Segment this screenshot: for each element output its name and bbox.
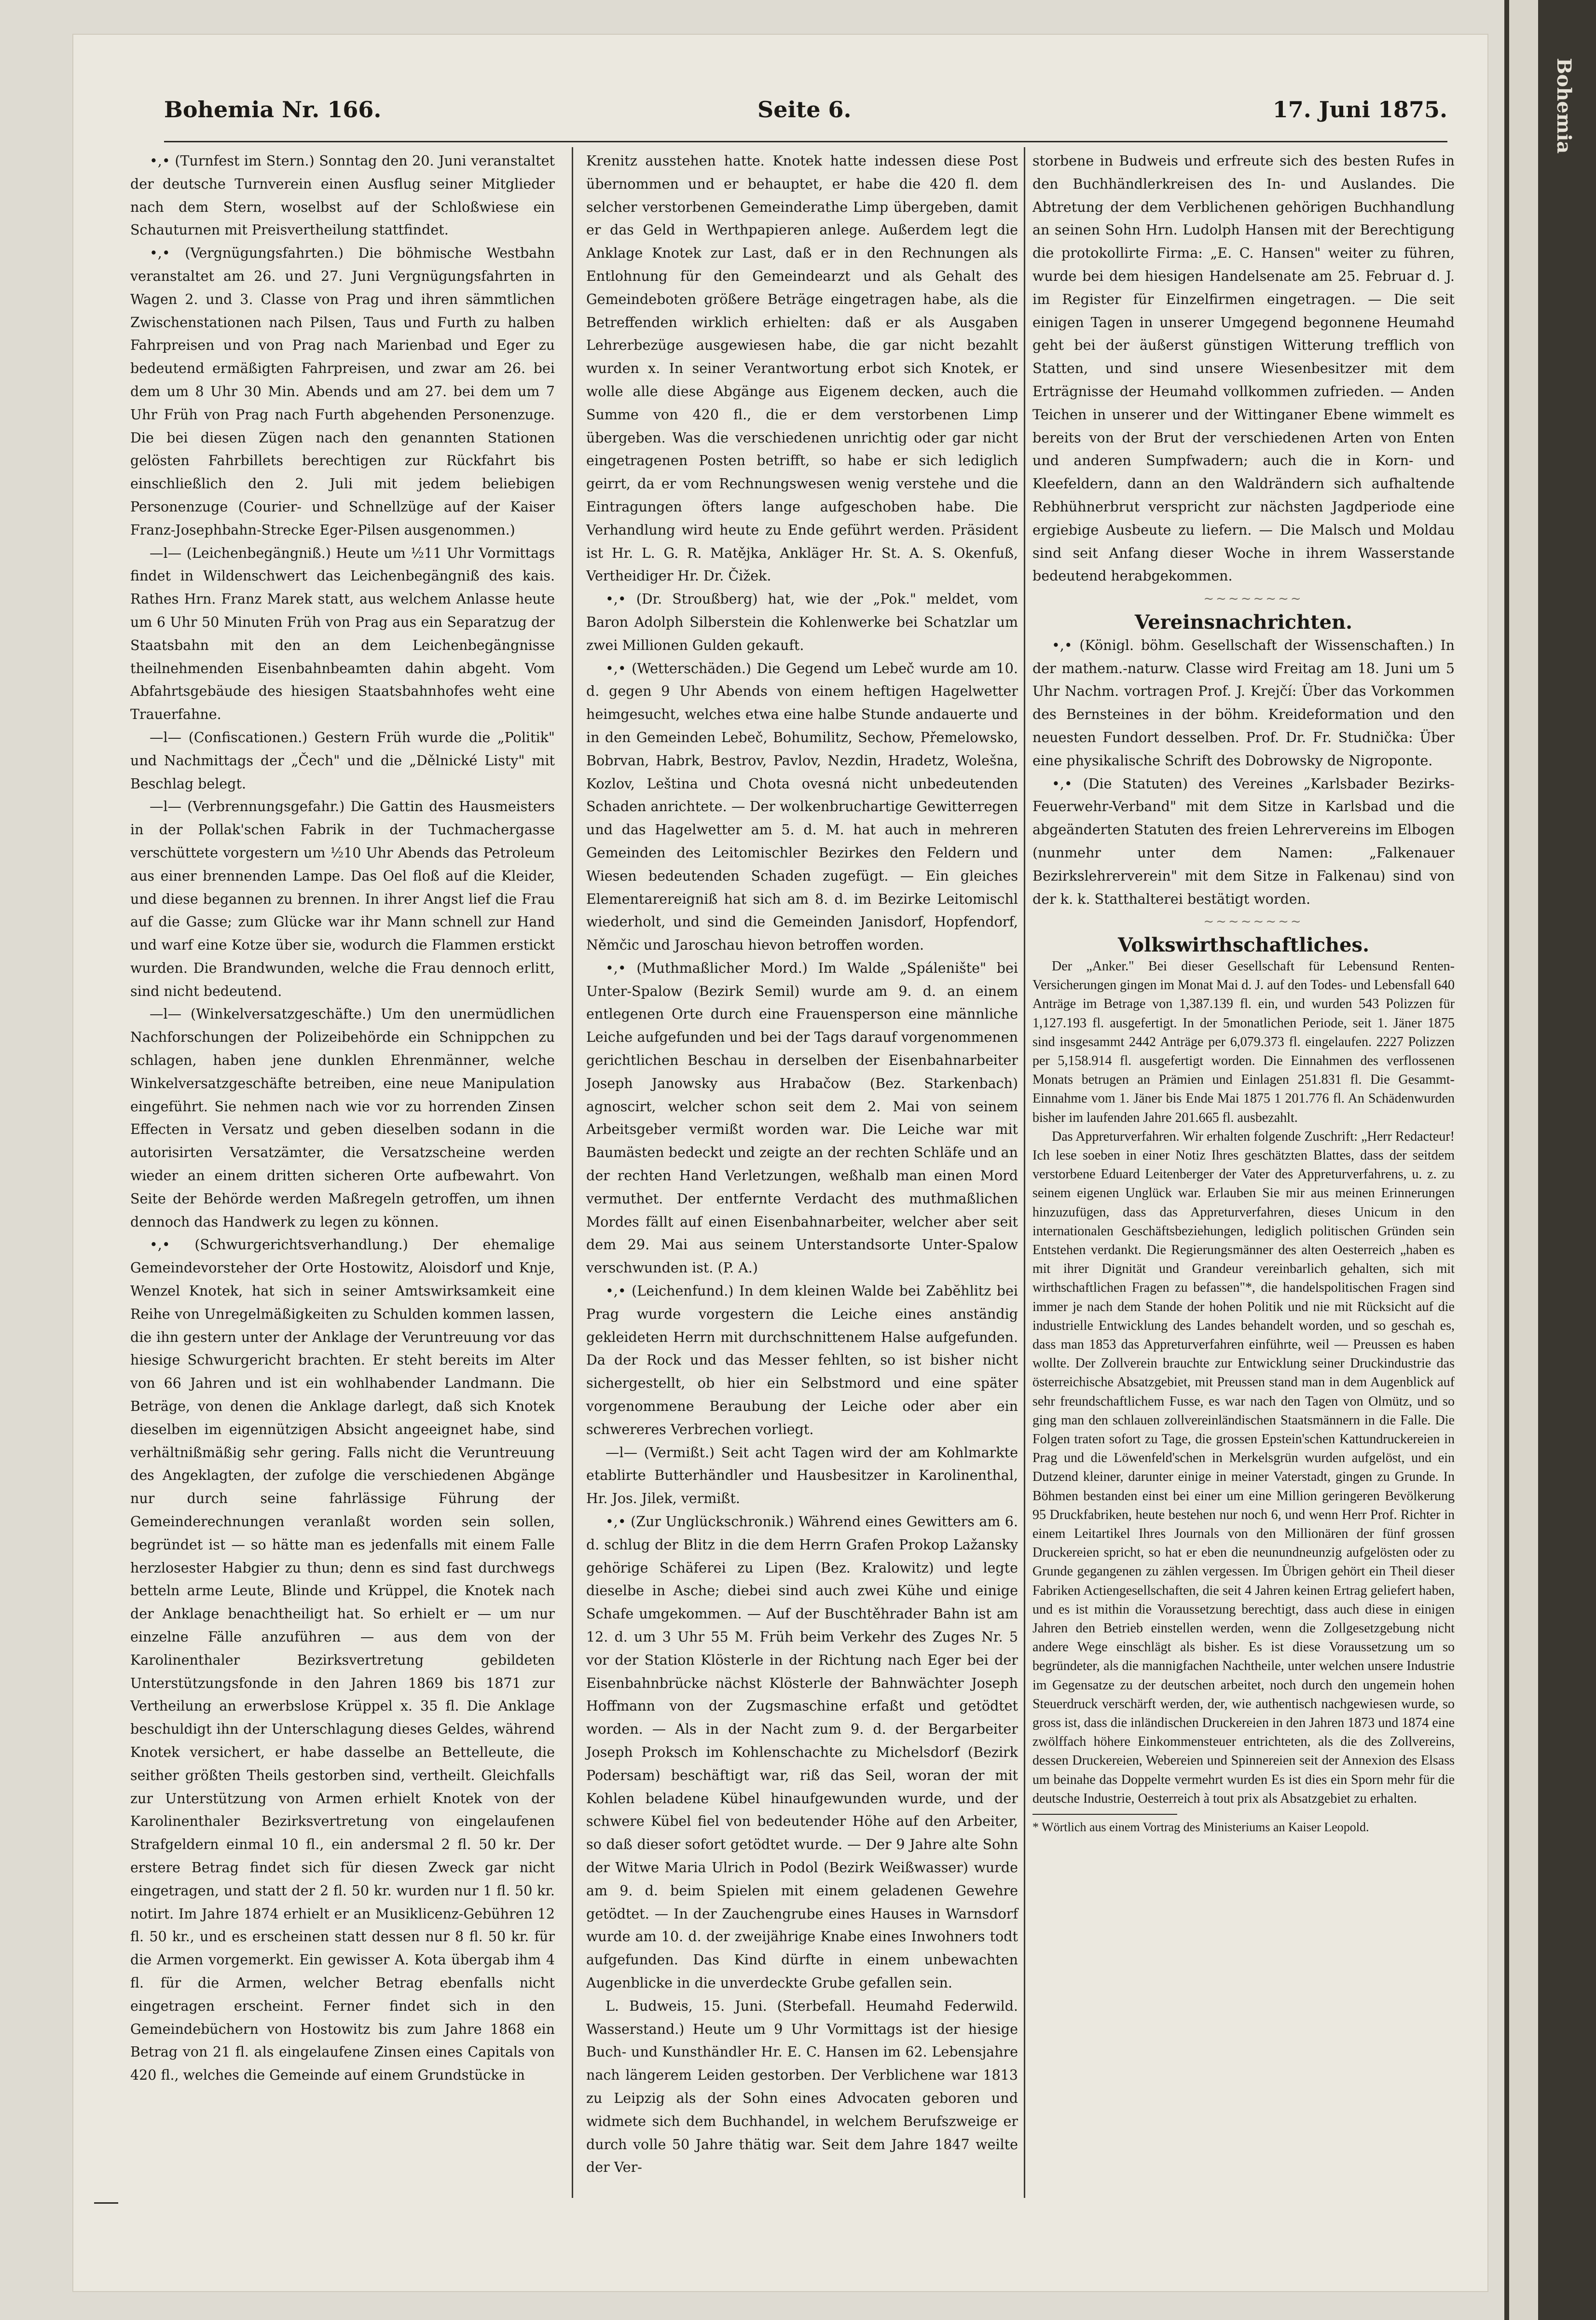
masthead-issue: Bohemia Nr. 166.	[164, 97, 382, 123]
column-1	[130, 150, 555, 2087]
news-item: storbene in Budweis und erfreute sich des besten Rufes in den Buchhändlerkreisen des In- und Auslandes. Die Abtretung der dem Verblichenen gehörigen Buchhandlung an seinen Sohn Hrn. Ludolph Hansen mit der Berechtigung die protokollirte Firma: „E. C. Hansen" weiter zu führen, wurde bei dem hiesigen Handelsenate am 25. Februar d. J. im Register für Einzelfirmen eingetragen. — Die seit einigen Tagen in unserer Umgegend begonnene Heumahd geht bei der äußerst günstigen Witterung trefflich von Statten, und sind unsere Wiesenbesitzer mit dem Erträgnisse der Heumahd vollkommen zufrieden. — Anden Teichen in unserer und der Wittinganer Ebene wimmelt es bereits von der Brut der verschiedenen Arten von Enten und anderen Sumpfwadern; auch die in Korn- und Kleefeldern, dann an den Waldrändern sich aufhaltende Rebhühnerbrut verspricht zur nächsten Jagdperiode eine ergiebige Ausbeute zu liefern. — Die Malsch und Moldau sind seit Anfang dieser Woche in ihrem Wasserstande bedeutend herabgekommen.	[1032, 153, 1455, 584]
news-item: —l— (Confiscationen.) Gestern Früh wurde die „Politik" und Nachmittags der „Čech" und die „Dělnické Listy" mit Beschlag belegt.	[130, 729, 555, 792]
economics-section	[1032, 957, 1455, 1808]
news-item: •,• (Wetterschäden.) Die Gegend um Lebeč wurde am 10. d. gegen 9 Uhr Abends von einem heftigen Hagelwetter heimgesucht, welches etwa eine halbe Stunde andauerte und in den Gemeinden Lebeč, Bohumilitz, Sechow, Přemelowsko, Bobrvan, Habrk, Bestrov, Pavlov, Nezdin, Hradetz, Wolešna, Kozlov, Leština und Chota ovesná nicht unbedeutenden Schaden anrichtete. — Der wolkenbruchartige Gewitterregen und das Hagelwetter am 5. d. M. hat auch in mehreren Gemeinden des Leitomischler Bezirkes den Feldern und Wiesen bedeutenden Schaden zugefügt. — Ein gleiches Elementarereigniß hat sich am 8. d. im Bezirke Leitomischl wiederholt, und sind die Gemeinden Janisdorf, Hopfendorf, Němčic und Jaroschau hievon betroffen worden.	[586, 660, 1018, 953]
news-item: Das Appreturverfahren. Wir erhalten folgende Zuschrift: „Herr Redacteur! Ich lese soeben in einer Notiz Ihres geschätzten Blattes, dass der seitdem verstorbene Eduard Leitenberger der Vater des Appreturverfahrens, u. z. zu seinem eigenen Unglück war. Erlauben Sie mir aus meinen Erinnerungen hinzuzufügen, dass das Appreturverfahren, dieses Unicum in den internationalen Geschäftsbeziehungen, lediglich politischen Gründen sein Entstehen verdankt. Die Regierungsmänner des alten Oesterreich „haben es mit ihrer Dignität und Grandeur vereinbarlich gehalten, sich mit wirthschaftlichen Fragen zu befassen"*, die handelspolitischen Fragen sind immer je nach dem Stande der hohen Politik und nie mit Rücksicht auf die industrielle Entwicklung des Landes behandelt worden, und so geschah es, dass man 1853 das Appreturverfahren einführte, weil — Preussen es haben wollte. Der Zollverein brauchte zur Entwicklung seiner Druckindustrie das österreichische Absatzgebiet, mit Preussen stand man in dem Augenblick auf sehr freundschaftlichem Fusse, es war nach den Tagen von Olmütz, und so ging man den schlauen zollvereinländischen Staatsmännern in die Falle. Die Folgen traten sofort zu Tage, die grossen Epstein'schen Kattundruckereien in Prag und die Löwenfeld'schen in Merkelsgrün wurden aufgelöst, und ein Dutzend kleiner, darunter einige in meiner Vaterstadt, gingen zu Grunde. In Böhmen bestanden einst bei einer um eine Million geringeren Bevölkerung 95 Druckfabriken, heute bestehen nur noch 6, und wenn Herr Prof. Richter in einem Leitartikel Ihres Journals von den Millionären der fünf grossen Druckereien spricht, so hat er eben die neunundneunzig aufgelösten oder zu Grunde gegangenen zu zählen vergessen. Im Übrigen gehört ein Theil dieser Fabriken Actiengesellschaften, die seit 4 Jahren keinen Ertrag geliefert haben, und es ist mithin die Voraussetzung berechtigt, dass auch diese in einigen Jahren den Betrieb einstellen werden, wenn die Zollgesetzgebung nicht andere Wege einschlägt als bisher. Es ist diese Voraussetzung um so begründeter, als die mannigfachen Nachtheile, unter welchen unsere Industrie im Gegensatze zu der deutschen arbeitet, noch durch den ungemein hohen Steuerdruck verschärft werden, der, wie authentisch nachgewiesen wurde, so gross ist, dass die inländischen Druckereien in den Jahren 1873 und 1874 eine zwölffach höhere Einkommensteuer entrichteten, als die des Zollvereins, dessen Druckereien, Webereien und Spinnereien seit der Annexion des Elsass um beinahe das Doppelte vermehrt wurden Es ist dies ein Sporn mehr für die deutsche Industrie, Oesterreich à tout prix als Absatzgebiet zu erhalten.	[1032, 1129, 1455, 1806]
footnote	[1032, 1817, 1455, 1836]
news-item: —l— (Leichenbegängniß.) Heute um ½11 Uhr Vormittags findet in Wildenschwert das Leichenbegängniß des kais. Rathes Hrn. Franz Marek statt, aus welchem Anlasse heute um 6 Uhr 50 Minuten Früh von Prag aus ein Separatzug der Staatsbahn mit den an dem Leichenbegängnisse theilnehmenden Eisenbahnbeamten dahin abgeht. Vom Abfahrtsgebäude des hiesigen Staatsbahnhofes weht eine Trauerfahne.	[130, 545, 555, 723]
column-divider	[572, 147, 573, 2198]
news-item: —l— (Vermißt.) Seit acht Tagen wird der am Kohlmarkte etablirte Butterhändler und Hausbesitzer in Karolinenthal, Hr. Jos. Jilek, vermißt.	[586, 1444, 1018, 1507]
column-3	[1032, 150, 1455, 1836]
page-gutter	[1509, 0, 1538, 2320]
page-number: Seite 6.	[757, 97, 852, 123]
news-item: •,• (Königl. böhm. Gesellschaft der Wissenschaften.) In der mathem.-naturw. Classe wird Freitag am 18. Juni um 5 Uhr Nachm. vortragen Prof. J. Krejčí: Über das Vorkommen des Bernsteines in der böhm. Kreideformation und den neuesten Fundort desselben. Prof. Dr. Fr. Studnička: Über eine physikalische Schrift des Dobrowsky de Nigroponte.	[1032, 637, 1455, 769]
news-item: •,• (Muthmaßlicher Mord.) Im Walde „Spálenište" bei Unter-Spalow (Bezirk Semil) wurde am 9. d. an einem entlegenen Orte durch eine Frauensperson eine männliche Leiche aufgefunden und bei der Tags darauf vorgenommenen gerichtlichen Beschau in derselben der Eisenbahnarbeiter Joseph Janowsky aus Hrabačow (Bez. Starkenbach) agnoscirt, welcher schon seit dem 2. Mai von seinem Arbeitsgeber vermißt worden war. Die Leiche war mit Baumästen bedeckt und zeigte an der rechten Schläfe und an der rechten Hand Verletzungen, weßhalb man einen Mord vermuthet. Der entfernte Verdacht des muthmaßlichen Mordes fällt auf einen Eisenbahnarbeiter, welcher aber seit dem 29. Mai aus seinem Unterstandsorte Unter-Spalow verschwunden ist. (P. A.)	[586, 960, 1018, 1276]
news-item: Krenitz ausstehen hatte. Knotek hatte indessen diese Post übernommen und er behauptet, er habe die 420 fl. dem selcher verstorbenen Gemeinderathe Limp übergeben, damit er das Geld in Werthpapieren anlege. Außerdem legt die Anklage Knotek zur Last, daß er in den Rechnungen als Entlohnung für den Gemeindearzt und als Gehalt des Gemeindeboten größere Beträge eingetragen habe, als die Betreffenden wirklich erhielten: daß er als Ausgaben Lehrerbezüge ausgewiesen habe, die gar nicht bezahlt wurden x. In seiner Verantwortung erbot sich Knotek, er wolle alle diese Abgänge aus Eigenem decken, auch die Summe von 420 fl., die er dem verstorbenen Limp übergeben. Was die verschiedenen unrichtig oder gar nicht eingetragenen Posten betrifft, so habe er sich lediglich geirrt, da er vom Rechnungswesen wenig verstehe und die Eintragungen öfters lange aufgeschoben habe. Die Verhandlung wird heute zu Ende geführt werden. Präsident ist Hr. L. G. R. Matějka, Ankläger Hr. St. A. S. Okenfuß, Vertheidiger Hr. Dr. Čižek.	[586, 153, 1018, 584]
margin-dash	[94, 2202, 118, 2204]
news-item: —l— (Winkelversatzgeschäfte.) Um den unermüdlichen Nachforschungen der Polizeibehörde ein Schnippchen zu schlagen, haben jene dunklen Ehrenmänner, welche Winkelversatzgeschäfte betreiben, eine neue Manipulation eingeführt. Sie nehmen nach wie vor zu horrenden Zinsen Effecten in Versatz und geben dieselben sodann in die autorisirten Versatzämter, die Versatzscheine werden wieder an einem dritten sicheren Orte aufbewahrt. Von Seite der Behörde werden Maßregeln getroffen, um ihnen dennoch das Handwerk zu legen zu können.	[130, 1006, 555, 1230]
adjacent-page-text: Bohemia	[1553, 58, 1575, 154]
news-item: L. Budweis, 15. Juni. (Sterbefall. Heumahd Federwild. Wasserstand.) Heute um 9 Uhr Vormittags ist der hiesige Buch- und Kunsthändler Hr. E. C. Hansen im 62. Lebensjahre nach längerem Leiden gestorben. Der Verblichene war 1813 zu Leipzig als der Sohn eines Advocaten geboren und widmete sich dem Buchhandel, in welchem Berufszweige er durch volle 50 Jahre thätig war. Seit dem Jahre 1847 weilte der Ver-	[586, 1998, 1018, 2176]
news-item: •,• (Turnfest im Stern.) Sonntag den 20. Juni veranstaltet der deutsche Turnverein einen Ausflug seiner Mitglieder nach dem Stern, woselbst auf der Schloßwiese ein Schauturnen mit Preisvertheilung stattfindet.	[130, 153, 555, 238]
header-rule	[164, 141, 1447, 142]
column-2	[586, 150, 1018, 2179]
section-heading-volkswirthschaftliches: Volkswirthschaftliches.	[1117, 934, 1369, 957]
page-header	[164, 97, 1447, 135]
issue-date: 17. Juni 1875.	[1272, 97, 1447, 123]
news-item: •,• (Leichenfund.) In dem kleinen Walde bei Zabĕhlitz bei Prag wurde vorgestern die Leiche eines anständig gekleideten Herrn mit durchschnittenem Halse aufgefunden. Da der Rock und das Messer fehlten, so ist bisher nicht sichergestellt, ob hier ein Selbstmord und eine später vorgenommene Beraubung der Leiche oder aber ein schwereres Verbrechen vorliegt.	[586, 1283, 1018, 1437]
ornament-divider: ~~~~~~~~	[1203, 592, 1303, 607]
section-heading-vereinsnachrichten: Vereinsnachrichten.	[1134, 610, 1353, 634]
news-item: •,• (Die Statuten) des Vereines „Karlsbader Bezirks-Feuerwehr-Verband" mit dem Sitze in Karlsbad und die abgeänderten Statuten des freien Lehrervereins im Elbogen (nunmehr unter dem Namen: „Falkenauer Bezirkslehrerverein" mit dem Sitze in Falkenau) sind von der k. k. Statthalterei bestätigt worden.	[1032, 775, 1455, 907]
news-item: Der „Anker." Bei dieser Gesellschaft für Lebensund Renten-Versicherungen gingen im Monat Mai d. J. auf den Todes- und Lebensfall 640 Anträge im Betrage von 1,387.139 fl. ein, und wurden 543 Polizzen für 1,127.193 fl. ausgefertigt. In der 5monatlichen Periode, seit 1. Jäner 1875 sind insgesammt 2442 Anträge per 6,079.373 fl. eingelaufen. 2227 Polizzen per 5,158.914 fl. ausgefertigt worden. Die Einnahmen des verflossenen Monats betrugen an Prämien und Einlagen 251.831 fl. Die Gesammt-Einnahme vom 1. Jäner bis Ende Mai 1875 1 201.776 fl. An Schädenwurden bisher im laufenden Jahre 201.665 fl. ausbezahlt.	[1032, 958, 1455, 1125]
column-divider	[1024, 147, 1025, 2198]
news-item: •,• (Schwurgerichtsverhandlung.) Der ehemalige Gemeindevorsteher der Orte Hostowitz, Aloisdorf und Knje, Wenzel Knotek, hat sich in seiner Amtswirksamkeit eine Reihe von Unregelmäßigkeiten zu Schulden kommen lassen, die ihn gestern unter der Anklage der Veruntreuung vor das hiesige Schwurgericht brachten. Er steht bereits im Alter von 66 Jahren und ist ein wohlhabender Landmann. Die Beträge, von denen die Anklage darlegt, daß sich Knotek dieselben im eigennützigen Absicht angeeignet habe, sind verhältnißmäßig sehr gering. Falls nicht die Veruntreuung des Angeklagten, der zufolge die verschiedenen Abgänge nur durch seine fahrlässige Führung der Gemeinderechnungen veranlaßt worden sein sollen, begründet ist — so hätte man es jedenfalls mit einem Falle herzlosester Habgier zu thun; denn es sind fast durchwegs betteln arme Leute, Blinde und Krüppel, die Knotek nach der Anklage benachtheiligt hat. So erhielt er — um nur einzelne Fälle anzuführen — aus dem von der Karolinenthaler Bezirksvertretung gebildeten Unterstützungsfonde in den Jahren 1869 bis 1871 zur Vertheilung an erwerbslose Krüppel x. 35 fl. Die Anklage beschuldigt ihn der Unterschlagung dieses Geldes, während Knotek versichert, er habe dasselbe an Bettelleute, die seither größten Theils gestorben sind, vertheilt. Gleichfalls zur Unterstützung von Armen erhielt Knotek von der Karolinenthaler Bezirksvertretung von eingelaufenen Strafgeldern einmal 10 fl., ein andersmal 2 fl. 50 kr. Der erstere Betrag findet sich für diesen Zweck gar nicht eingetragen, und statt der 2 fl. 50 kr. wurden nur 1 fl. 50 kr. notirt. Im Jahre 1874 erhielt er an Musiklicenz-Gebühren 12 fl. 50 kr., und es erscheinen statt dessen nur 8 fl. 50 kr. für die Armen vorgemerkt. Ein gewisser A. Kota übergab ihm 4 fl. für die Armen, welcher Betrag ebenfalls nicht eingetragen erscheint. Ferner findet sich in den Gemeindebüchern von Hostowitz bis zum Jahre 1868 ein Betrag von 21 fl. als eingelaufene Zinsen eines Capitals von 420 fl., welches die Gemeinde auf einem Grundstücke in	[130, 1237, 555, 2084]
news-item: •,• (Dr. Stroußberg) hat, wie der „Pok." meldet, vom Baron Adolph Silberstein die Kohlenwerke bei Schatzlar um zwei Millionen Gulden gekauft.	[586, 591, 1018, 653]
footnote-text: * Wörtlich aus einem Vortrag des Ministeriums an Kaiser Leopold.	[1032, 1820, 1369, 1835]
news-item: •,• (Vergnügungsfahrten.) Die böhmische Westbahn veranstaltet am 26. und 27. Juni Vergnügungsfahrten in Wagen 2. und 3. Classe von Prag und ihren sämmtlichen Zwischenstationen nach Pilsen, Taus und Furth zu halben Fahrpreisen und von Prag nach Marienbad und Eger zu bedeutend ermäßigten Fahrpreisen, und zwar am 26. bei dem um 8 Uhr 30 Min. Abends und am 27. bei dem um 7 Uhr Früh von Prag nach Furth abgehenden Personenzuge. Die bei diesen Zügen nach den genannten Stationen gelösten Fahrbillets berechtigen zur Rückfahrt bis einschließlich den 2. Juli mit jedem beliebigen Personenzuge (Courier- und Schnellzüge auf der Kaiser Franz-Josephbahn-Strecke Eger-Pilsen ausgenommen.)	[130, 245, 555, 538]
adjacent-page-edge	[1504, 0, 1596, 2320]
news-item: •,• (Zur Unglückschronik.) Während eines Gewitters am 6. d. schlug der Blitz in die dem Herrn Grafen Prokop Lažansky gehörige Schäferei zu Lipen (Bez. Kralowitz) und legte dieselbe in Asche; diebei sind auch zwei Kühe und einige Schafe umgekommen. — Auf der Buschtěhrader Bahn ist am 12. d. um 3 Uhr 55 M. Früh beim Verkehr des Zuges Nr. 5 vor der Station Klösterle in der Richtung nach Eger bei der Eisenbahnbrücke nächst Klösterle der Bahnwächter Joseph Hoffmann von der Zugsmaschine erfaßt und getödtet worden. — Als in der Nacht zum 9. d. der Bergarbeiter Joseph Proksch im Kohlenschachte zu Michelsdorf (Bezirk Podersam) beschäftigt war, riß das Seil, woran der mit Kohlen beladene Kübel hinaufgewunden wurde, und der schwere Kübel fiel von bedeutender Höhe auf den Arbeiter, so daß dieser sofort getödtet wurde. — Der 9 Jahre alte Sohn der Witwe Maria Ulrich in Podol (Bezirk Weißwasser) wurde am 9. d. beim Spielen mit einem geladenen Gewehre getödtet. — In der Zauchengrube eines Hauses in Warnsdorf wurde am 10. d. der zweijährige Knabe eines Inwohners todt aufgefunden. Das Kind dürfte in einem unbewachten Augenblicke in die unverdeckte Grube gefallen sein.	[586, 1514, 1018, 1991]
news-item: —l— (Verbrennungsgefahr.) Die Gattin des Hausmeisters in der Pollak'schen Fabrik in der Tuchmachergasse verschüttete vorgestern um ½10 Uhr Abends das Petroleum aus einer brennenden Lampe. Das Oel floß auf die Kleider, und diese begannen zu brennen. In ihrer Angst lief die Frau auf die Gasse; zum Glücke war ihr Mann schnell zur Hand und warf eine Kotze über sie, wodurch die Flammen erstickt wurden. Die Brandwunden, welche die Frau dennoch erlitt, sind nicht bedeutend.	[130, 799, 555, 999]
ornament-divider: ~~~~~~~~	[1203, 914, 1303, 929]
